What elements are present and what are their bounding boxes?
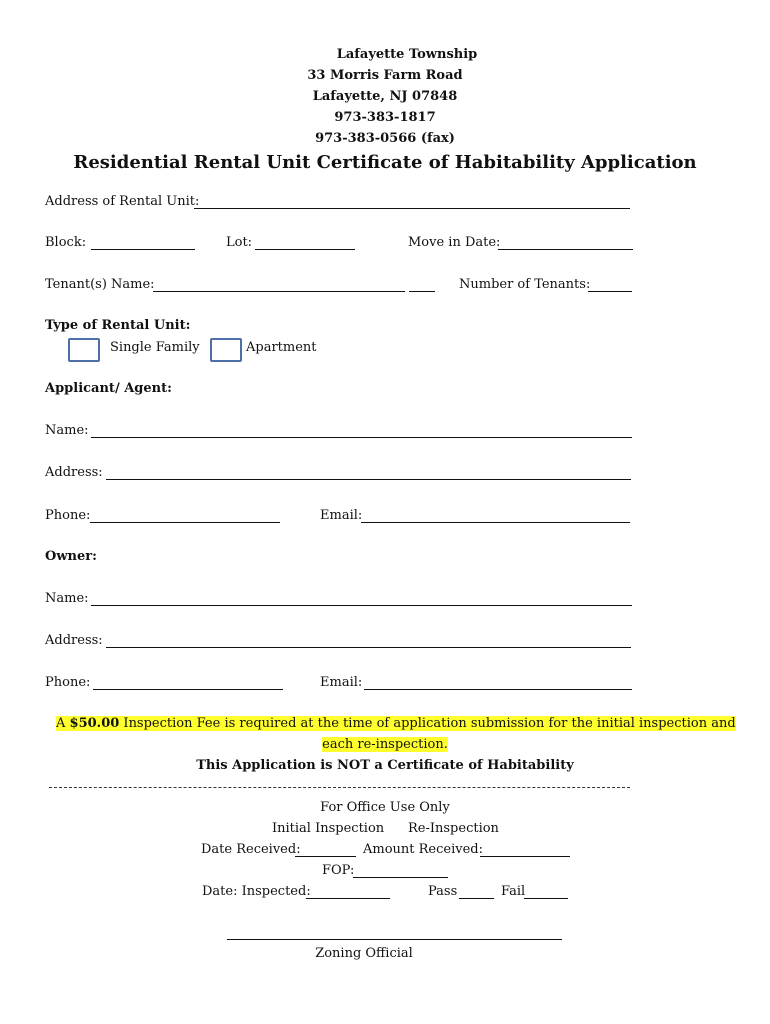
applicant-phone-field[interactable] [90,522,280,523]
block-label: Block: [45,235,87,250]
applicant-address-label: Address: [45,465,103,480]
header-street: 33 Morris Farm Road [307,68,463,83]
owner-email-label: Email: [320,675,363,690]
block-field[interactable] [91,249,195,250]
applicant-phone-label: Phone: [45,508,91,523]
owner-heading: Owner: [45,549,97,564]
owner-address-label: Address: [45,633,103,648]
owner-name-field[interactable] [91,605,632,606]
date-received-label: Date Received: [201,842,301,857]
disclaimer: This Application is NOT a Certificate of Habitability [196,758,574,773]
applicant-email-label: Email: [320,508,363,523]
header-phone: 973-383-1817 [334,110,436,125]
page-title: Residential Rental Unit Certificate of Habitability Application [73,152,697,173]
number-of-tenants-field[interactable] [588,291,632,292]
fee-notice-text: Inspection Fee is required at the time of application submission for the initial inspection and [119,716,736,731]
applicant-name-label: Name: [45,423,89,438]
single-family-checkbox[interactable] [68,338,100,362]
owner-name-label: Name: [45,591,89,606]
tenants-name-field[interactable] [153,291,405,292]
applicant-email-field[interactable] [361,522,630,523]
re-inspection-label: Re-Inspection [408,821,499,836]
office-separator [49,787,630,788]
initial-inspection-label: Initial Inspection [272,821,385,836]
date-received-field[interactable] [295,856,356,857]
address-rental-unit-field[interactable] [194,208,630,209]
date-inspected-label: Date: Inspected: [202,884,311,899]
lot-field[interactable] [255,249,355,250]
apartment-label: Apartment [246,340,317,355]
header-org: Lafayette Township [336,47,478,62]
date-inspected-field[interactable] [306,898,390,899]
header-city: Lafayette, NJ 07848 [312,89,458,104]
pass-label: Pass [428,884,458,899]
owner-address-field[interactable] [106,647,631,648]
apartment-checkbox[interactable] [210,338,242,362]
move-in-date-field[interactable] [498,249,633,250]
fop-label: FOP: [322,863,355,878]
single-family-label: Single Family [110,340,200,355]
fee-notice-line2-text: each re-inspection. [322,737,448,752]
number-of-tenants-label: Number of Tenants: [459,277,591,292]
amount-received-field[interactable] [480,856,570,857]
pass-field[interactable] [459,898,494,899]
rental-type-heading: Type of Rental Unit: [45,318,191,333]
fail-field[interactable] [524,898,568,899]
fop-field[interactable] [353,877,448,878]
fee-notice-line2 [0,737,770,752]
applicant-address-field[interactable] [106,479,631,480]
applicant-name-field[interactable] [91,437,632,438]
office-heading: For Office Use Only [320,800,450,815]
applicant-heading: Applicant/ Agent: [45,381,172,396]
amount-received-label: Amount Received: [363,842,483,857]
tenants-name-field-extra [409,291,435,292]
tenants-name-label: Tenant(s) Name: [45,277,155,292]
fee-notice-line1 [56,716,736,731]
owner-email-field[interactable] [364,689,632,690]
fee-notice-prefix: A [56,716,70,731]
signature-label: Zoning Official [315,946,413,961]
owner-phone-field[interactable] [93,689,283,690]
owner-phone-label: Phone: [45,675,91,690]
address-rental-unit-label: Address of Rental Unit: [45,194,200,209]
fee-amount: $50.00 [69,716,120,731]
signature-line[interactable] [227,939,562,940]
fail-label: Fail [501,884,526,899]
lot-label: Lot: [226,235,253,250]
move-in-date-label: Move in Date: [408,235,501,250]
header-fax: 973-383-0566 (fax) [315,131,455,146]
